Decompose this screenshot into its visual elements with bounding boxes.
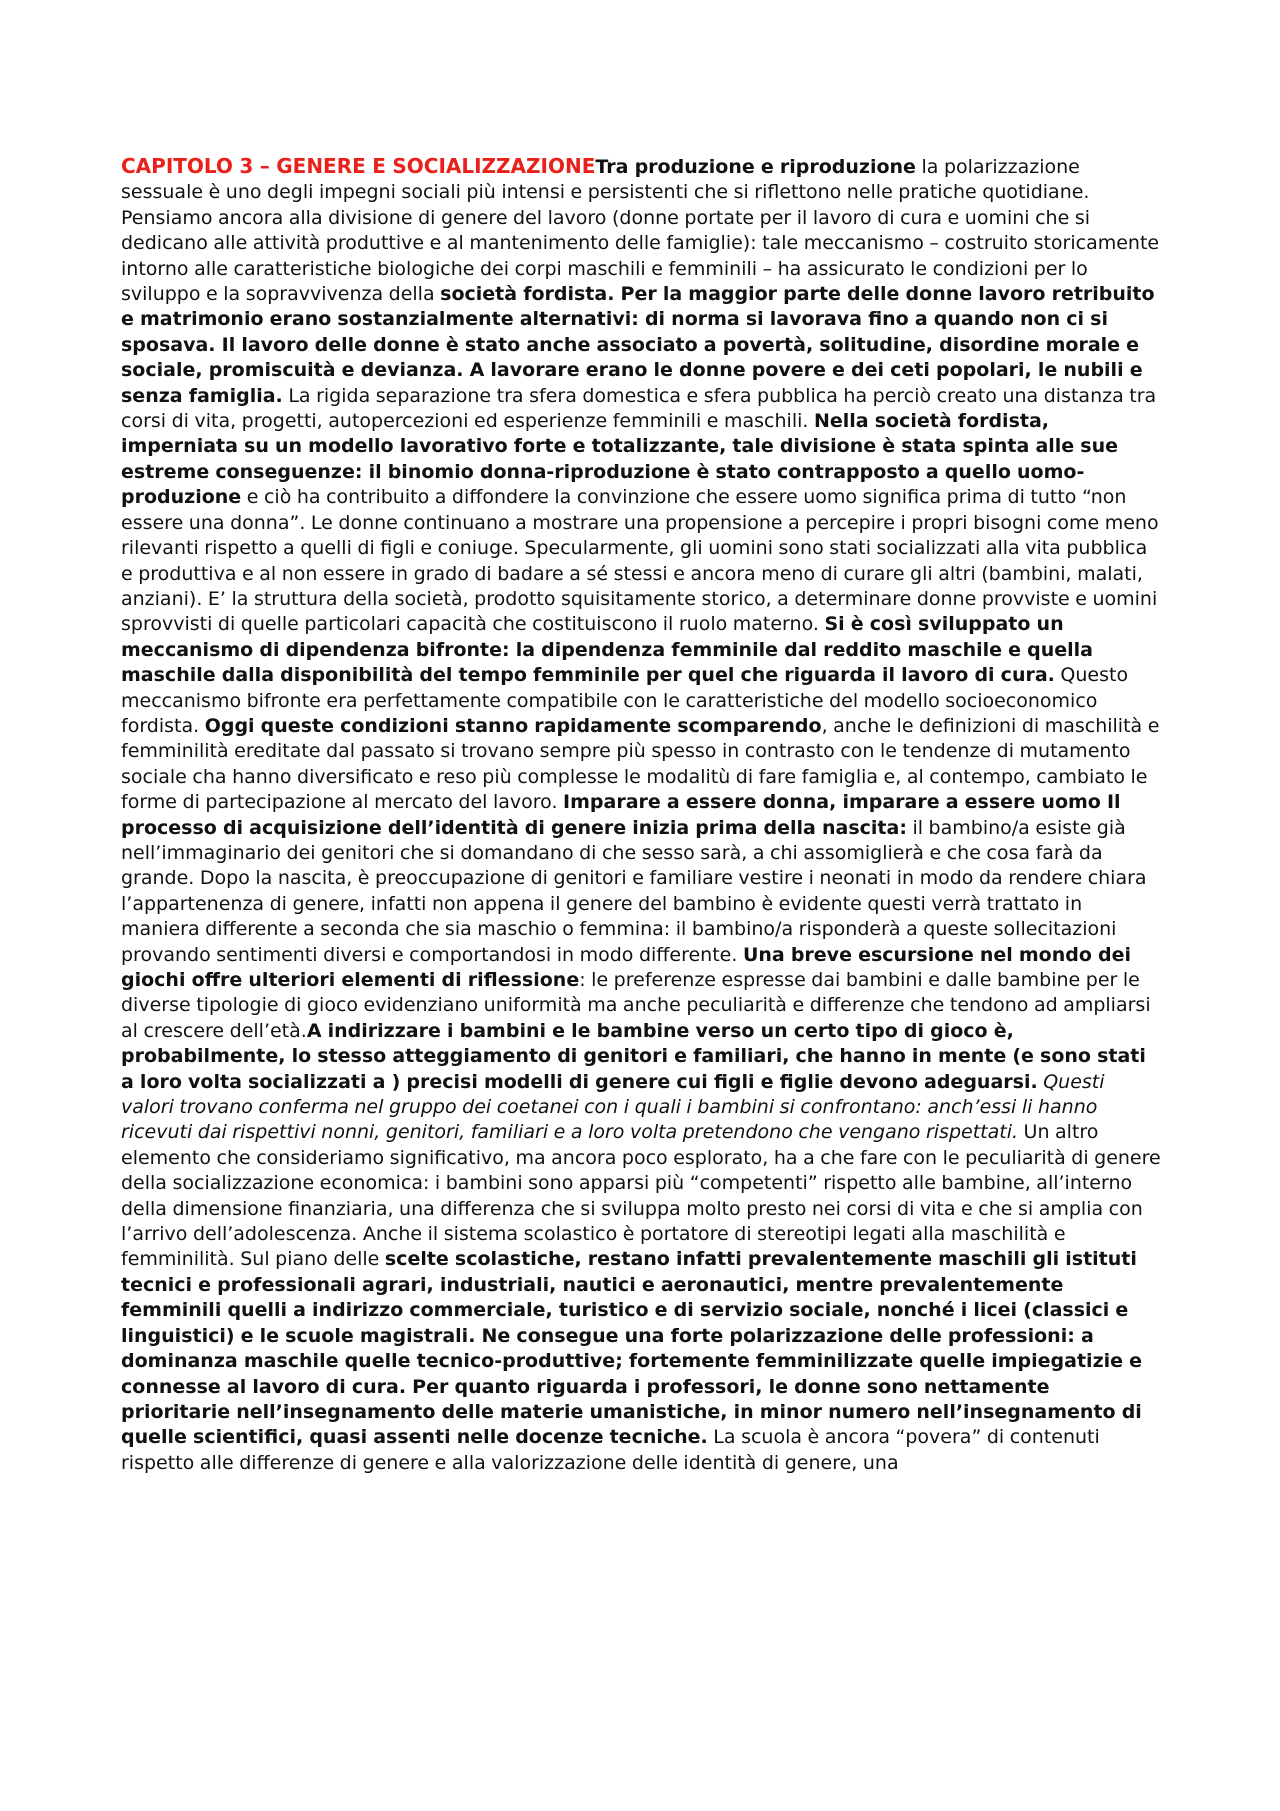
bold-text-run: scelte scolastiche, restano infatti prevalentemente maschili gli istituti tecnici e professionali agrari, industriali, nautici e aeronautici, mentre prevalentemente femminili quelli a indirizzo commerciale, turistico e di servizio sociale, nonché i licei (classici e linguistici) e le scuole magistrali. Ne consegue una forte polarizzazione delle professioni: a dominanza maschile quelle tecnico-produttive; fortemente femminilizzate quelle impiegatizie e connesse al lavoro di cura. Per quanto riguarda i professori, le donne sono nettamente prioritarie nell’insegnamento delle materie umanistiche, in minor numero nell’insegnamento di quelle scientifici, quasi assenti nelle docenze tecniche. bbox=[121, 1248, 1143, 1449]
bold-text-run: Si è così sviluppato un meccanismo di dipendenza bifronte: la dipendenza femminile dal reddito maschile e quella maschile dalla disponibilità del tempo femminile per quel che riguarda il lavoro di cura. bbox=[121, 613, 1093, 687]
text-run: e ciò ha contribuito a diffondere la convinzione che essere uomo significa prima di tutto “non essere una donna”. Le donne continuano a mostrare una propensione a percepire i propri bisogni come meno rilevanti rispetto a quelli di figli e coniuge. Specularmente, gli uomini sono stati socializzati alla vita pubblica e produttiva e al non essere in grado di badare a sé stessi e ancora meno di curare gli altri (bambini, malati, anziani). E’ la struttura della società, prodotto squisitamente storico, a determinare donne provviste e uomini sprovvisti di quelle particolari capacità che costituiscono il ruolo materno. bbox=[121, 486, 1159, 636]
text-run: La scuola è ancora “povera” di contenuti rispetto alle differenze di genere e alla valorizzazione delle identità di genere, una bbox=[121, 1426, 1100, 1474]
body-text bbox=[121, 156, 1161, 1474]
text-run: il bambino/a esiste già nell’immaginario dei genitori che si domandano di che sesso sarà, a chi assomiglierà e che cosa farà da grande. Dopo la nascita, è preoccupazione di genitori e familiare vestire i neonati in modo da rendere chiara l’appartenenza di genere, infatti non appena il genere del bambino è evidente questi verrà trattato in maniera differente a seconda che sia maschio o femmina: il bambino/a risponderà a queste sollecitazioni provando sentimenti diversi e comportandosi in modo differente. bbox=[121, 816, 1147, 966]
chapter-title: CAPITOLO 3 – GENERE E SOCIALIZZAZIONE bbox=[121, 154, 596, 178]
italic-text-run: Questi valori trovano conferma nel gruppo dei coetanei con i quali i bambini si confrontano: anch’essi li hanno ricevuti dai rispettivi nonni, genitori, familiari e a loro volta pretendono che vengano rispettati. bbox=[121, 1070, 1105, 1144]
text-run: , anche le definizioni di maschilità e femminilità ereditate dal passato si trovano sempre più spesso in contrasto con le tendenze di mutamento sociale cha hanno diversificato e reso più complesse le modalitù di fare famiglia e, al contempo, cambiato le forme di partecipazione al mercato del lavoro. bbox=[121, 714, 1160, 814]
bold-text-run: Nella società fordista, imperniata su un modello lavorativo forte e totalizzante, tale divisione è stata spinta alle sue estreme conseguenze: il binomio donna-riproduzione è stato contrapposto a quello uomo-produzione bbox=[121, 410, 1119, 509]
text-run: La rigida separazione tra sfera domestica e sfera pubblica ha perciò creato una distanza tra corsi di vita, progetti, autopercezioni ed esperienze femminili e maschili. bbox=[121, 384, 1157, 433]
document-page bbox=[121, 154, 1161, 1476]
bold-text-run: A indirizzare i bambini e le bambine verso un certo tipo di gioco è, probabilmente, lo stesso atteggiamento di genitori e familiari, che hanno in mente (e sono stati a loro volta socializzati a ) precisi modelli di genere cui figli e figlie devono adeguarsi. bbox=[121, 1019, 1146, 1093]
text-run: Questo meccanismo bifronte era perfettamente compatibile con le caratteristiche del modello socioeconomico fordista. bbox=[121, 664, 1129, 737]
text-run: Un altro elemento che consideriamo significativo, ma ancora poco esplorato, ha a che fare con le peculiarità di genere della socializzazione economica: i bambini sono apparsi più “competenti” rispetto alle bambine, all’interno della dimensione finanziaria, una differenza che si sviluppa molto presto nei corsi di vita e che si amplia con l’arrivo dell’adolescenza. Anche il sistema scolastico è portatore di stereotipi legati alla maschilità e femminilità. Sul piano delle bbox=[121, 1121, 1161, 1271]
text-run: : le preferenze espresse dai bambini e dalle bambine per le diverse tipologie di gioco evidenziano uniformità ma anche peculiarità e differenze che tendono ad ampliarsi al crescere dell’età. bbox=[121, 969, 1151, 1042]
bold-text-run: Una breve escursione nel mondo dei giochi offre ulteriori elementi di riflessione bbox=[121, 943, 1132, 991]
bold-text-run: Tra produzione e riproduzione bbox=[595, 156, 916, 178]
bold-text-run: Oggi queste condizioni stanno rapidamente scomparendo bbox=[204, 714, 822, 737]
text-run: la polarizzazione sessuale è uno degli impegni sociali più intensi e persistenti che si riflettono nelle pratiche quotidiane. Pensiamo ancora alla divisione di genere del lavoro (donne portate per il lavoro di cura e uomini che si dedicano alle attività produttive e al mantenimento delle famiglie): tale meccanismo – costruito storicamente intorno alle caratteristiche biologiche dei corpi maschili e femminili – ha assicurato le condizioni per lo sviluppo e la sopravvivenza della bbox=[121, 156, 1160, 306]
bold-text-run: Imparare a essere donna, imparare a essere uomo Il processo di acquisizione dell’identità di genere inizia prima della nascita: bbox=[121, 791, 1121, 839]
bold-text-run: società fordista. Per la maggior parte delle donne lavoro retribuito e matrimonio erano sostanzialmente alternativi: di norma si lavorava fino a quando non ci si sposava. Il lavoro delle donne è stato anche associato a povertà, solitudine, disordine morale e sociale, promiscuità e devianza. A lavorare erano le donne povere e dei ceti popolari, le nubili e senza famiglia. bbox=[121, 283, 1155, 407]
